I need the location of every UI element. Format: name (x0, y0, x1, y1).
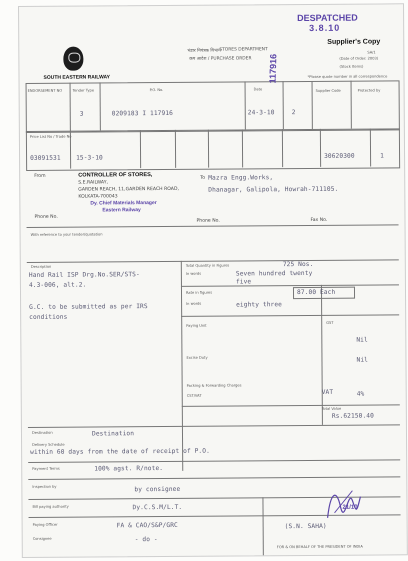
quantity-words-label: In words (185, 271, 202, 276)
gst-label: GST (326, 320, 334, 325)
inspection-label: Inspection by (32, 484, 57, 489)
supplier-code-label: Supplier Code (315, 88, 341, 93)
rate-figure: 87.00 Each (296, 288, 336, 297)
payment-value: 100% agst. R/note. (94, 464, 164, 473)
to-label: To (200, 175, 206, 181)
quantity-words-2: five (235, 278, 252, 286)
signature (322, 483, 362, 523)
description-line-2: 4.3-006, alt.2. (28, 281, 87, 289)
description-line-3: G.C. to be submitted as per IRS (29, 303, 148, 311)
form-sub: (Date of Order: 2003) (339, 56, 379, 61)
quantity-words: Seven hundred twenty (235, 269, 313, 278)
dept-english: STORES DEPARTMENT (219, 47, 268, 53)
consignee-value: - do - (134, 536, 158, 544)
acceptance-text: With reference to your tender/quotation (30, 232, 103, 237)
po-number: 0209183 I 117916 (111, 109, 173, 118)
signature-date: 21/10 (342, 504, 358, 511)
item-date: 15-3-10 (76, 154, 103, 162)
bill-to-label: Bill paying authority (32, 504, 69, 509)
quantity-label: Total Quantity in Figures (185, 263, 230, 268)
protected-label: Protected by (357, 88, 381, 93)
destination-value: Destination (91, 430, 135, 438)
delivery-label: Delivery Schedule (32, 442, 65, 447)
signatory-stamp-2: Eastern Railway (102, 207, 141, 214)
rate-label: Rate in figures (185, 290, 213, 295)
po-date: 24-3-10 (247, 109, 275, 117)
date-label: Date (253, 87, 263, 92)
sales-tax-label: CST/VAT (186, 393, 202, 398)
from-label: From (34, 173, 46, 179)
bill-to-value: Dy.C.S.M/L.T. (132, 503, 183, 512)
phone-label: Phone No. (34, 214, 58, 220)
nil-value-1: Nil (356, 336, 368, 344)
signatory-name: (S.N. SAHA) (284, 522, 327, 531)
from-line-4: KOLKATA-700043 (78, 194, 118, 200)
to-name: Mazra Engg.Works, (208, 174, 274, 182)
tender-type-label: Tender Type (72, 88, 95, 93)
nil-value-2: Nil (356, 356, 368, 364)
railway-name: SOUTH EASTERN RAILWAY (43, 74, 111, 81)
from-line-3: GARDEN REACH, 11,GARDEN REACH ROAD, (78, 186, 179, 193)
signatory-stamp: Dy. Chief Materials Manager (90, 200, 157, 207)
quote-note: *Please quote number in all correspondence (307, 74, 388, 79)
fax-label: Fax No. (310, 217, 328, 223)
price-list-label: Price List No / Trade No (29, 134, 72, 139)
description-line-4: conditions (29, 313, 68, 321)
from-line-1: CONTROLLER OF STORES, (78, 172, 153, 179)
po-label: P.O. No. (149, 87, 164, 93)
railway-logo-icon (63, 47, 83, 71)
to-address: Dhanagar, Galipola, Howrah-711105. (208, 185, 339, 194)
price-list-value: 03091531 (30, 154, 61, 162)
purchase-order-sheet (18, 3, 408, 558)
total-label: Total Value (321, 406, 342, 411)
vat-value: 4% (356, 390, 365, 398)
rate-words-label: In words (186, 301, 202, 306)
item-row-box (26, 128, 400, 171)
from-line-2: S.E.RAILWAY, (78, 180, 108, 186)
despatched-stamp: DESPATCHED (297, 12, 358, 24)
dept-hindi: भंडार नियंत्रक विभाग (187, 48, 221, 54)
description-line-1: Hand Rail ISP Drg.No.SER/STS- (28, 271, 140, 279)
consignee-label: Consignee (32, 536, 52, 541)
tender-type-value: 3 (79, 110, 84, 118)
class-label: (Stock Items) (339, 64, 364, 69)
demand-label: ENDORSEMENT NO (27, 88, 63, 93)
inspection-value: by consignee (134, 485, 181, 494)
phone-label-to: Phone No. (196, 218, 220, 224)
item-reference: 30620300 (324, 152, 355, 160)
item-category: 1 (380, 152, 384, 160)
excise-label: Excise Duty (186, 355, 208, 360)
form-code: SA/1 (367, 50, 376, 55)
description-label: Description (30, 264, 52, 269)
packing-label: Packing & Forwarding Charges (186, 383, 242, 388)
payment-label: Payment Terms (32, 466, 60, 471)
copy-label: Supplier's Copy (327, 38, 381, 46)
paying-officer-label: Paying Officer (32, 522, 58, 527)
delivery-value: within 60 days from the date of receipt of P.O. (30, 447, 210, 456)
rate-words: eighty three (236, 301, 283, 309)
handwritten-number: 117916 (267, 53, 279, 84)
order-title: क्रय आदेश / PURCHASE ORDER (189, 56, 252, 62)
paying-officer-value: FA & CAO/S&P/GRC (116, 521, 178, 530)
president-text: FOR & ON BEHALF OF THE PRESIDENT OF INDIA (276, 544, 363, 550)
quantity-figure: 725 Nos. (282, 260, 314, 269)
vat-label: VAT (321, 388, 334, 396)
total-value: Rs.62150.40 (331, 412, 374, 420)
copy-number: 2 (291, 109, 296, 117)
paying-unit-label: Paying Unit (186, 323, 207, 328)
despatched-date: 3.8.10 (309, 22, 341, 33)
destination-label: Destination (31, 430, 53, 435)
